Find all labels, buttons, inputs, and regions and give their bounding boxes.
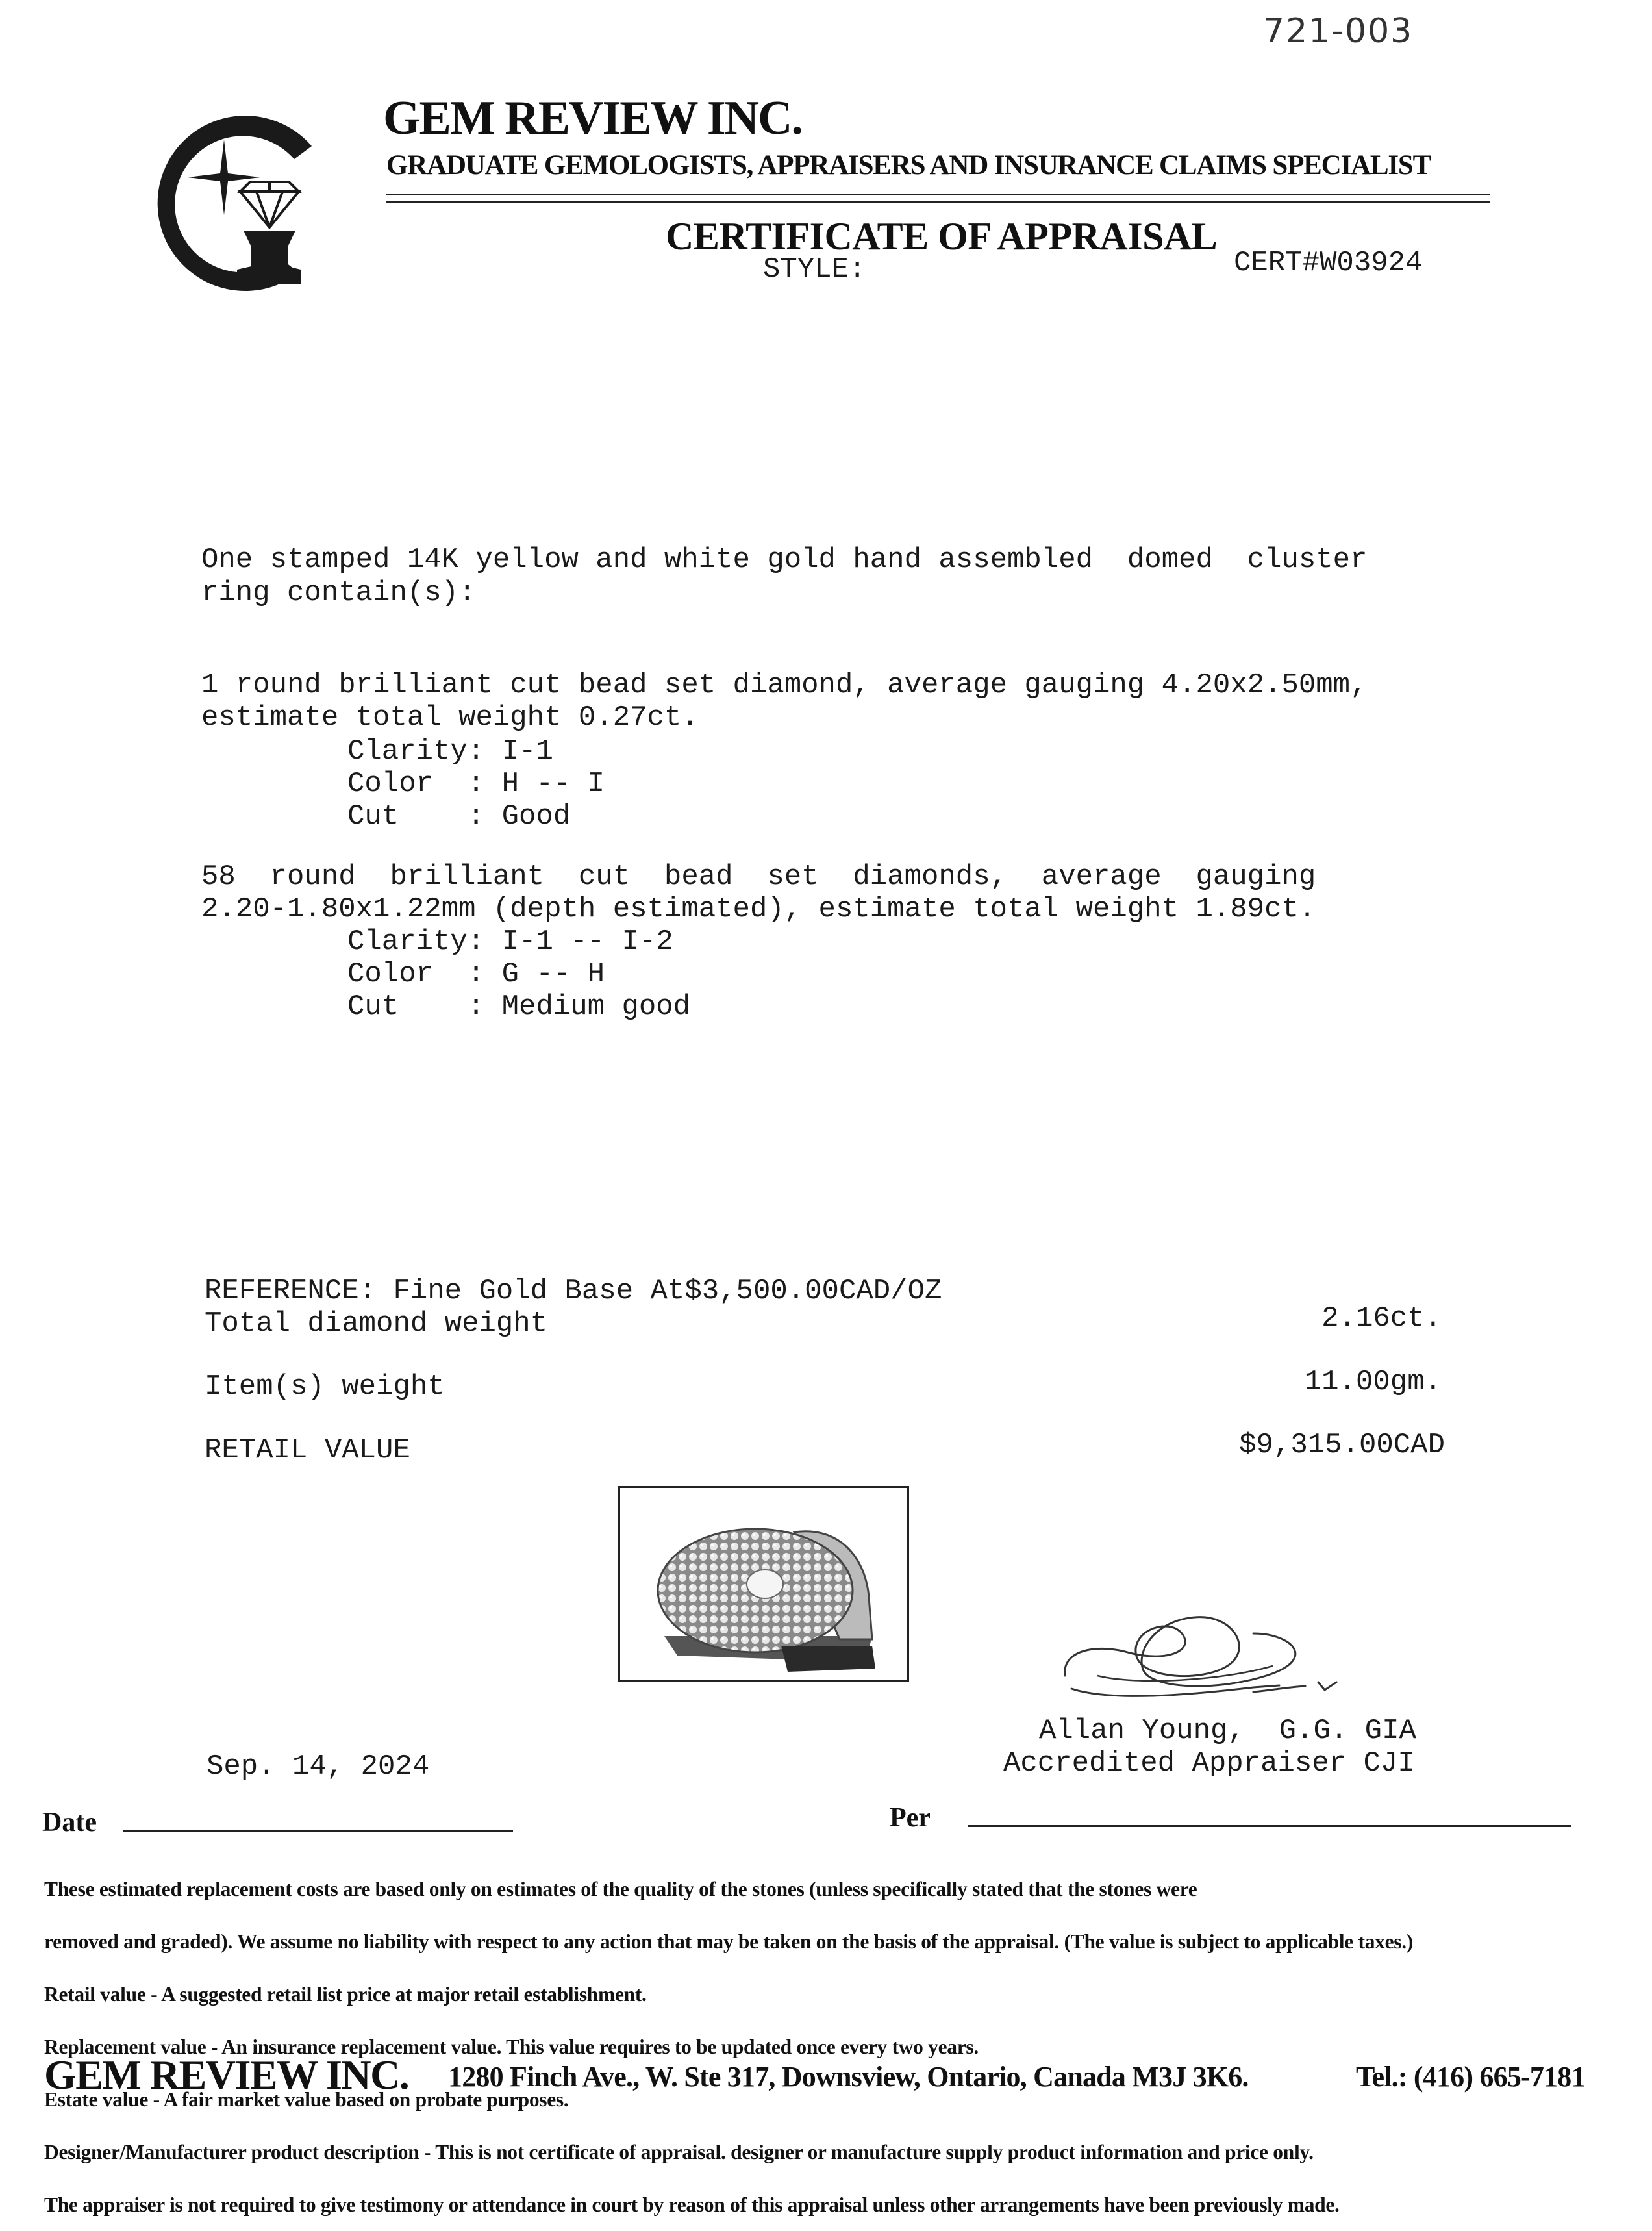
disclaimer-line: Replacement value - An insurance replacement value. This value requires to be updated once every two years. bbox=[44, 2036, 979, 2058]
footer-company-name: GEM REVIEW INC. bbox=[44, 2052, 409, 2098]
gem-review-logo bbox=[133, 101, 321, 302]
disclaimer-line: removed and graded). We assume no liability with respect to any action that may be taken on the basis of the appraisal. (The value is subject to applicable taxes.) bbox=[44, 1930, 1414, 1953]
ring-photo bbox=[625, 1500, 912, 1692]
stone2-color: Color : G -- H bbox=[347, 958, 605, 990]
style-label: STYLE: bbox=[763, 253, 866, 286]
footer-phone: Tel.: (416) 665-7181 bbox=[1356, 2061, 1585, 2093]
header-rule-top bbox=[386, 194, 1490, 195]
stone1-clarity: Clarity: I-1 bbox=[347, 735, 553, 768]
stone2-clarity: Clarity: I-1 -- I-2 bbox=[347, 926, 673, 958]
handwritten-reference: 721-003 bbox=[1263, 12, 1414, 51]
per-signature-line bbox=[968, 1825, 1571, 1827]
logo-diamond bbox=[240, 182, 299, 227]
total-diamond-weight-label: Total diamond weight bbox=[205, 1307, 548, 1340]
stone1-color: Color : H -- I bbox=[347, 768, 605, 800]
retail-value-amount: $9,315.00CAD bbox=[1239, 1429, 1445, 1461]
date-label: Date bbox=[42, 1808, 97, 1837]
stone2-cut: Cut : Medium good bbox=[347, 990, 691, 1023]
stone1-line1: 1 round brilliant cut bead set diamond, average gauging 4.20x2.50mm, bbox=[201, 669, 1368, 701]
date-signature-line bbox=[123, 1830, 513, 1832]
item-weight-value: 11.00gm. bbox=[1304, 1366, 1442, 1398]
retail-value-label: RETAIL VALUE bbox=[205, 1434, 410, 1467]
disclaimer-line: Designer/Manufacturer product description - This is not certificate of appraisal. designer or manufacture supply product information and price only. bbox=[44, 2141, 1314, 2163]
disclaimer-line: Estate value - A fair market value based on probate purposes. bbox=[44, 2088, 569, 2111]
item-description-line2: ring contain(s): bbox=[201, 577, 476, 609]
appraisal-date: Sep. 14, 2024 bbox=[206, 1750, 430, 1783]
per-label: Per bbox=[890, 1803, 931, 1833]
appraiser-title: Accredited Appraiser CJI bbox=[1003, 1747, 1415, 1780]
disclaimer-line: These estimated replacement costs are based only on estimates of the quality of the stones (unless specifically stated that the stones were bbox=[44, 1878, 1197, 1900]
company-name: GEM REVIEW INC. bbox=[383, 92, 802, 145]
stone1-line2: estimate total weight 0.27ct. bbox=[201, 701, 699, 734]
footer-address: 1280 Finch Ave., W. Ste 317, Downsview, Ontario, Canada M3J 3K6. bbox=[448, 2061, 1249, 2093]
appraiser-signature bbox=[1058, 1604, 1370, 1715]
gold-reference: REFERENCE: Fine Gold Base At$3,500.00CAD/OZ bbox=[205, 1275, 942, 1307]
item-description-line1: One stamped 14K yellow and white gold hand assembled domed cluster bbox=[201, 544, 1368, 576]
stone1-cut: Cut : Good bbox=[347, 800, 571, 833]
stone2-line2: 2.20-1.80x1.22mm (depth estimated), estimate total weight 1.89ct. bbox=[201, 893, 1316, 926]
certificate-number: CERT#W03924 bbox=[1234, 247, 1423, 279]
logo-pedestal bbox=[237, 231, 301, 284]
disclaimer-line: The appraiser is not required to give testimony or attendance in court by reason of this appraisal unless other arrangements have been previously made. bbox=[44, 2193, 1340, 2216]
stone2-line1: 58 round brilliant cut bead set diamonds, average gauging bbox=[201, 861, 1316, 893]
header-rule-bottom bbox=[386, 201, 1490, 203]
disclaimer-line: Retail value - A suggested retail list price at major retail establishment. bbox=[44, 1983, 647, 2006]
appraiser-name: Allan Young, G.G. GIA bbox=[1039, 1715, 1416, 1747]
disclaimer-block bbox=[44, 1851, 1629, 2231]
item-weight-label: Item(s) weight bbox=[205, 1370, 445, 1403]
total-diamond-weight-value: 2.16ct. bbox=[1321, 1302, 1442, 1335]
certificate-title: CERTIFICATE OF APPRAISAL bbox=[666, 215, 1218, 258]
company-tagline: GRADUATE GEMOLOGISTS, APPRAISERS AND INSURANCE CLAIMS SPECIALIST bbox=[386, 150, 1431, 181]
ring-photo-frame bbox=[618, 1486, 909, 1682]
